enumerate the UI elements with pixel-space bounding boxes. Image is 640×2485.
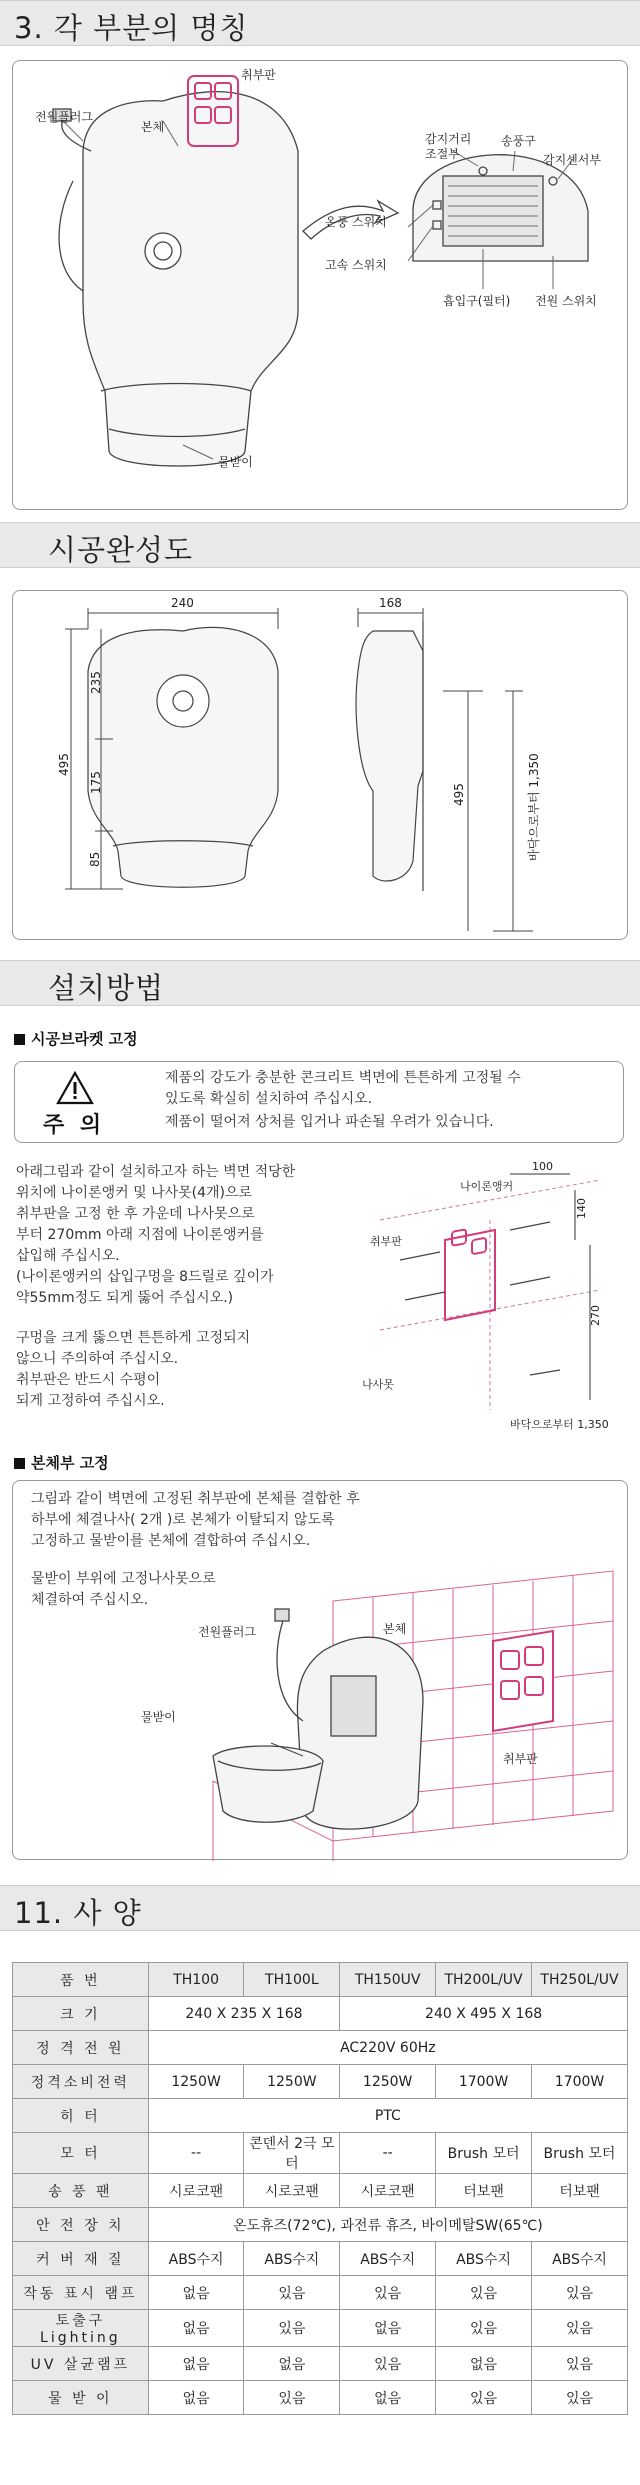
spec-cell: 있음	[244, 2381, 340, 2415]
label-power-switch: 전원 스위치	[535, 294, 597, 308]
spec-cell: 시로코팬	[148, 2174, 244, 2208]
spec-cell: 시로코팬	[340, 2174, 436, 2208]
spec-row	[13, 2276, 628, 2310]
spec-cell: 없음	[340, 2310, 436, 2347]
label-power-plug: 전원플러그	[198, 1625, 256, 1639]
spec-cell: AC220V 60Hz	[148, 2031, 627, 2065]
dryer-top-detail	[413, 155, 588, 261]
spec-row	[13, 1997, 628, 2031]
dim-floor-height: 바닥으로부터 1,350	[527, 753, 541, 861]
section-install-method-title: 설치방법	[0, 960, 640, 1006]
bracket-wall-drawing	[493, 1631, 553, 1731]
dim-height-bottom: 85	[88, 851, 102, 867]
tray-drawing	[213, 1746, 323, 1822]
spec-row-label: UV 살균램프	[13, 2347, 149, 2381]
spec-cell: 1250W	[244, 2065, 340, 2099]
install-view-panel	[12, 590, 628, 940]
front-view-drawing	[88, 627, 278, 887]
spec-header-row	[13, 1963, 628, 1997]
label-body-unit: 본체	[383, 1622, 407, 1636]
spec-cell: 없음	[148, 2276, 244, 2310]
spec-cell: 1700W	[436, 2065, 532, 2099]
dim-side-height: 495	[452, 783, 466, 806]
label-screw: 나사못	[362, 1378, 394, 1391]
label-mount-bracket: 취부판	[503, 1752, 538, 1766]
spec-row	[13, 2347, 628, 2381]
warning-triangle-icon	[55, 1070, 95, 1106]
dim-140: 140	[575, 1198, 588, 1219]
spec-cell: 있음	[244, 2276, 340, 2310]
spec-cell: 없음	[436, 2347, 532, 2381]
spec-row-label: 정 격 전 원	[13, 2031, 149, 2065]
body-fix-heading: 본체부 고정	[14, 1452, 109, 1473]
section-spec-title: 11. 사 양	[0, 1885, 640, 1931]
caution-label: 주 의	[43, 1113, 106, 1138]
body-fix-drawing	[13, 1481, 629, 1861]
spec-cell: 1250W	[340, 2065, 436, 2099]
label-floor-1350: 바닥으로부터 1,350	[510, 1418, 609, 1431]
parts-diagram-panel	[12, 60, 628, 510]
caution-box	[14, 1061, 624, 1143]
label-sensor-adj-1: 감지거리	[425, 132, 472, 146]
label-sensor-adj-2: 조절부	[425, 147, 460, 161]
caution-line-2: 있도록 확실히 설치하여 주십시오.	[165, 1091, 373, 1107]
spec-row	[13, 2381, 628, 2415]
spec-cell: 없음	[148, 2347, 244, 2381]
spec-row	[13, 2174, 628, 2208]
spec-row-label: 토출구 Lighting	[13, 2310, 149, 2347]
label-bracket-plate: 취부판	[370, 1235, 402, 1248]
dryer-unit-drawing	[53, 92, 298, 466]
spec-row	[13, 2065, 628, 2099]
dim-width: 240	[171, 596, 194, 610]
spec-cell: 없음	[244, 2347, 340, 2381]
dim-270: 270	[589, 1305, 602, 1326]
label-tray: 물받이	[218, 455, 253, 469]
label-warm-switch: 온풍 스위치	[325, 215, 387, 229]
spec-cell: ABS수지	[436, 2242, 532, 2276]
bracket-plate-drawing	[445, 1229, 495, 1320]
spec-cell: ABS수지	[148, 2242, 244, 2276]
spec-cell: 있음	[340, 2276, 436, 2310]
spec-model-header: TH100	[148, 1963, 244, 1997]
dim-height-top: 235	[89, 671, 103, 694]
spec-model-header: TH200L/UV	[436, 1963, 532, 1997]
spec-cell: --	[340, 2133, 436, 2174]
spec-cell: 없음	[148, 2310, 244, 2347]
spec-row-label: 커 버 재 질	[13, 2242, 149, 2276]
spec-cell: 터보팬	[532, 2174, 628, 2208]
spec-model-header: TH100L	[244, 1963, 340, 1997]
spec-cell: 1700W	[532, 2065, 628, 2099]
spec-cell: 240 X 495 X 168	[340, 1997, 628, 2031]
spec-cell: 터보팬	[436, 2174, 532, 2208]
spec-cell: ABS수지	[532, 2242, 628, 2276]
spec-row-label: 작동 표시 램프	[13, 2276, 149, 2310]
side-view-drawing	[356, 621, 423, 891]
spec-row	[13, 2031, 628, 2065]
spec-row-label: 크 기	[13, 1997, 149, 2031]
spec-cell: 있음	[436, 2381, 532, 2415]
label-body: 본체	[141, 120, 165, 134]
label-bracket: 취부판	[241, 68, 276, 82]
spec-cell: Brush 모터	[532, 2133, 628, 2174]
dim-height-total: 495	[57, 753, 71, 776]
spec-cell: 240 X 235 X 168	[148, 1997, 340, 2031]
spec-cell: 없음	[148, 2381, 244, 2415]
spec-row-label: 히 터	[13, 2099, 149, 2133]
spec-cell: ABS수지	[244, 2242, 340, 2276]
spec-row	[13, 2310, 628, 2347]
section-install-view-title: 시공완성도	[0, 522, 640, 568]
spec-row-label: 모 터	[13, 2133, 149, 2174]
dim-depth: 168	[379, 596, 402, 610]
caution-line-1: 제품의 강도가 충분한 콘크리트 벽면에 튼튼하게 고정될 수	[165, 1070, 521, 1086]
spec-cell: 온도휴즈(72℃), 과전류 휴즈, 바이메탈SW(65℃)	[148, 2208, 627, 2242]
spec-row	[13, 2208, 628, 2242]
spec-row-label: 정격소비전력	[13, 2065, 149, 2099]
spec-cell: 있음	[244, 2310, 340, 2347]
spec-cell: 있음	[532, 2347, 628, 2381]
bracket-fix-heading: 시공브라켓 고정	[14, 1028, 138, 1049]
spec-row	[13, 2133, 628, 2174]
label-blower: 송풍구	[501, 134, 536, 148]
spec-cell: 있음	[340, 2347, 436, 2381]
install-dimension-drawing	[13, 591, 629, 941]
section-parts-title: 3. 각 부분의 명칭	[0, 0, 640, 46]
dim-100: 100	[532, 1160, 553, 1173]
spec-cell: 콘덴서 2극 모터	[244, 2133, 340, 2174]
spec-cell: --	[148, 2133, 244, 2174]
body-fix-panel: 그림과 같이 벽면에 고정된 취부판에 본체를 결합한 후 하부에 체결나사( 2개 )로 본체가 이탈되지 않도록 고정하고 물받이를 본체에 결합하여 주십시오. 물받이 부위에 고정나사못으로 체결하여 주십시오. 본체 전원플러그 물받이 취부판	[12, 1480, 628, 1860]
spec-cell: PTC	[148, 2099, 627, 2133]
label-high-switch: 고속 스위치	[325, 258, 387, 272]
spec-model-header: TH150UV	[340, 1963, 436, 1997]
label-plug: 전원플러그	[35, 110, 93, 124]
bracket-install-drawing	[360, 1160, 630, 1440]
spec-cell: 있음	[436, 2276, 532, 2310]
spec-row-label: 물 받 이	[13, 2381, 149, 2415]
spec-cell: 있음	[532, 2276, 628, 2310]
spec-model-header: TH250L/UV	[532, 1963, 628, 1997]
dim-height-mid: 175	[89, 771, 103, 794]
parts-diagram	[13, 61, 629, 511]
spec-cell: 시로코팬	[244, 2174, 340, 2208]
spec-cell: ABS수지	[340, 2242, 436, 2276]
spec-row	[13, 2242, 628, 2276]
label-drip-tray: 물받이	[141, 1710, 176, 1724]
spec-header-label: 품 번	[13, 1963, 149, 1997]
spec-table	[12, 1962, 628, 2415]
spec-cell: 없음	[340, 2381, 436, 2415]
spec-cell: Brush 모터	[436, 2133, 532, 2174]
label-sensor-window: 감지센서부	[543, 153, 601, 167]
label-nylon-anchor: 나이론앵커	[460, 1180, 514, 1193]
spec-cell: 있음	[532, 2381, 628, 2415]
spec-row-label: 안 전 장 치	[13, 2208, 149, 2242]
spec-cell: 있음	[436, 2310, 532, 2347]
spec-row-label: 송 풍 팬	[13, 2174, 149, 2208]
spec-row	[13, 2099, 628, 2133]
label-intake: 흡입구(필터)	[443, 294, 511, 308]
caution-line-3: 제품이 떨어져 상처를 입거나 파손될 우려가 있습니다.	[165, 1114, 494, 1130]
spec-cell: 있음	[532, 2310, 628, 2347]
spec-cell: 1250W	[148, 2065, 244, 2099]
